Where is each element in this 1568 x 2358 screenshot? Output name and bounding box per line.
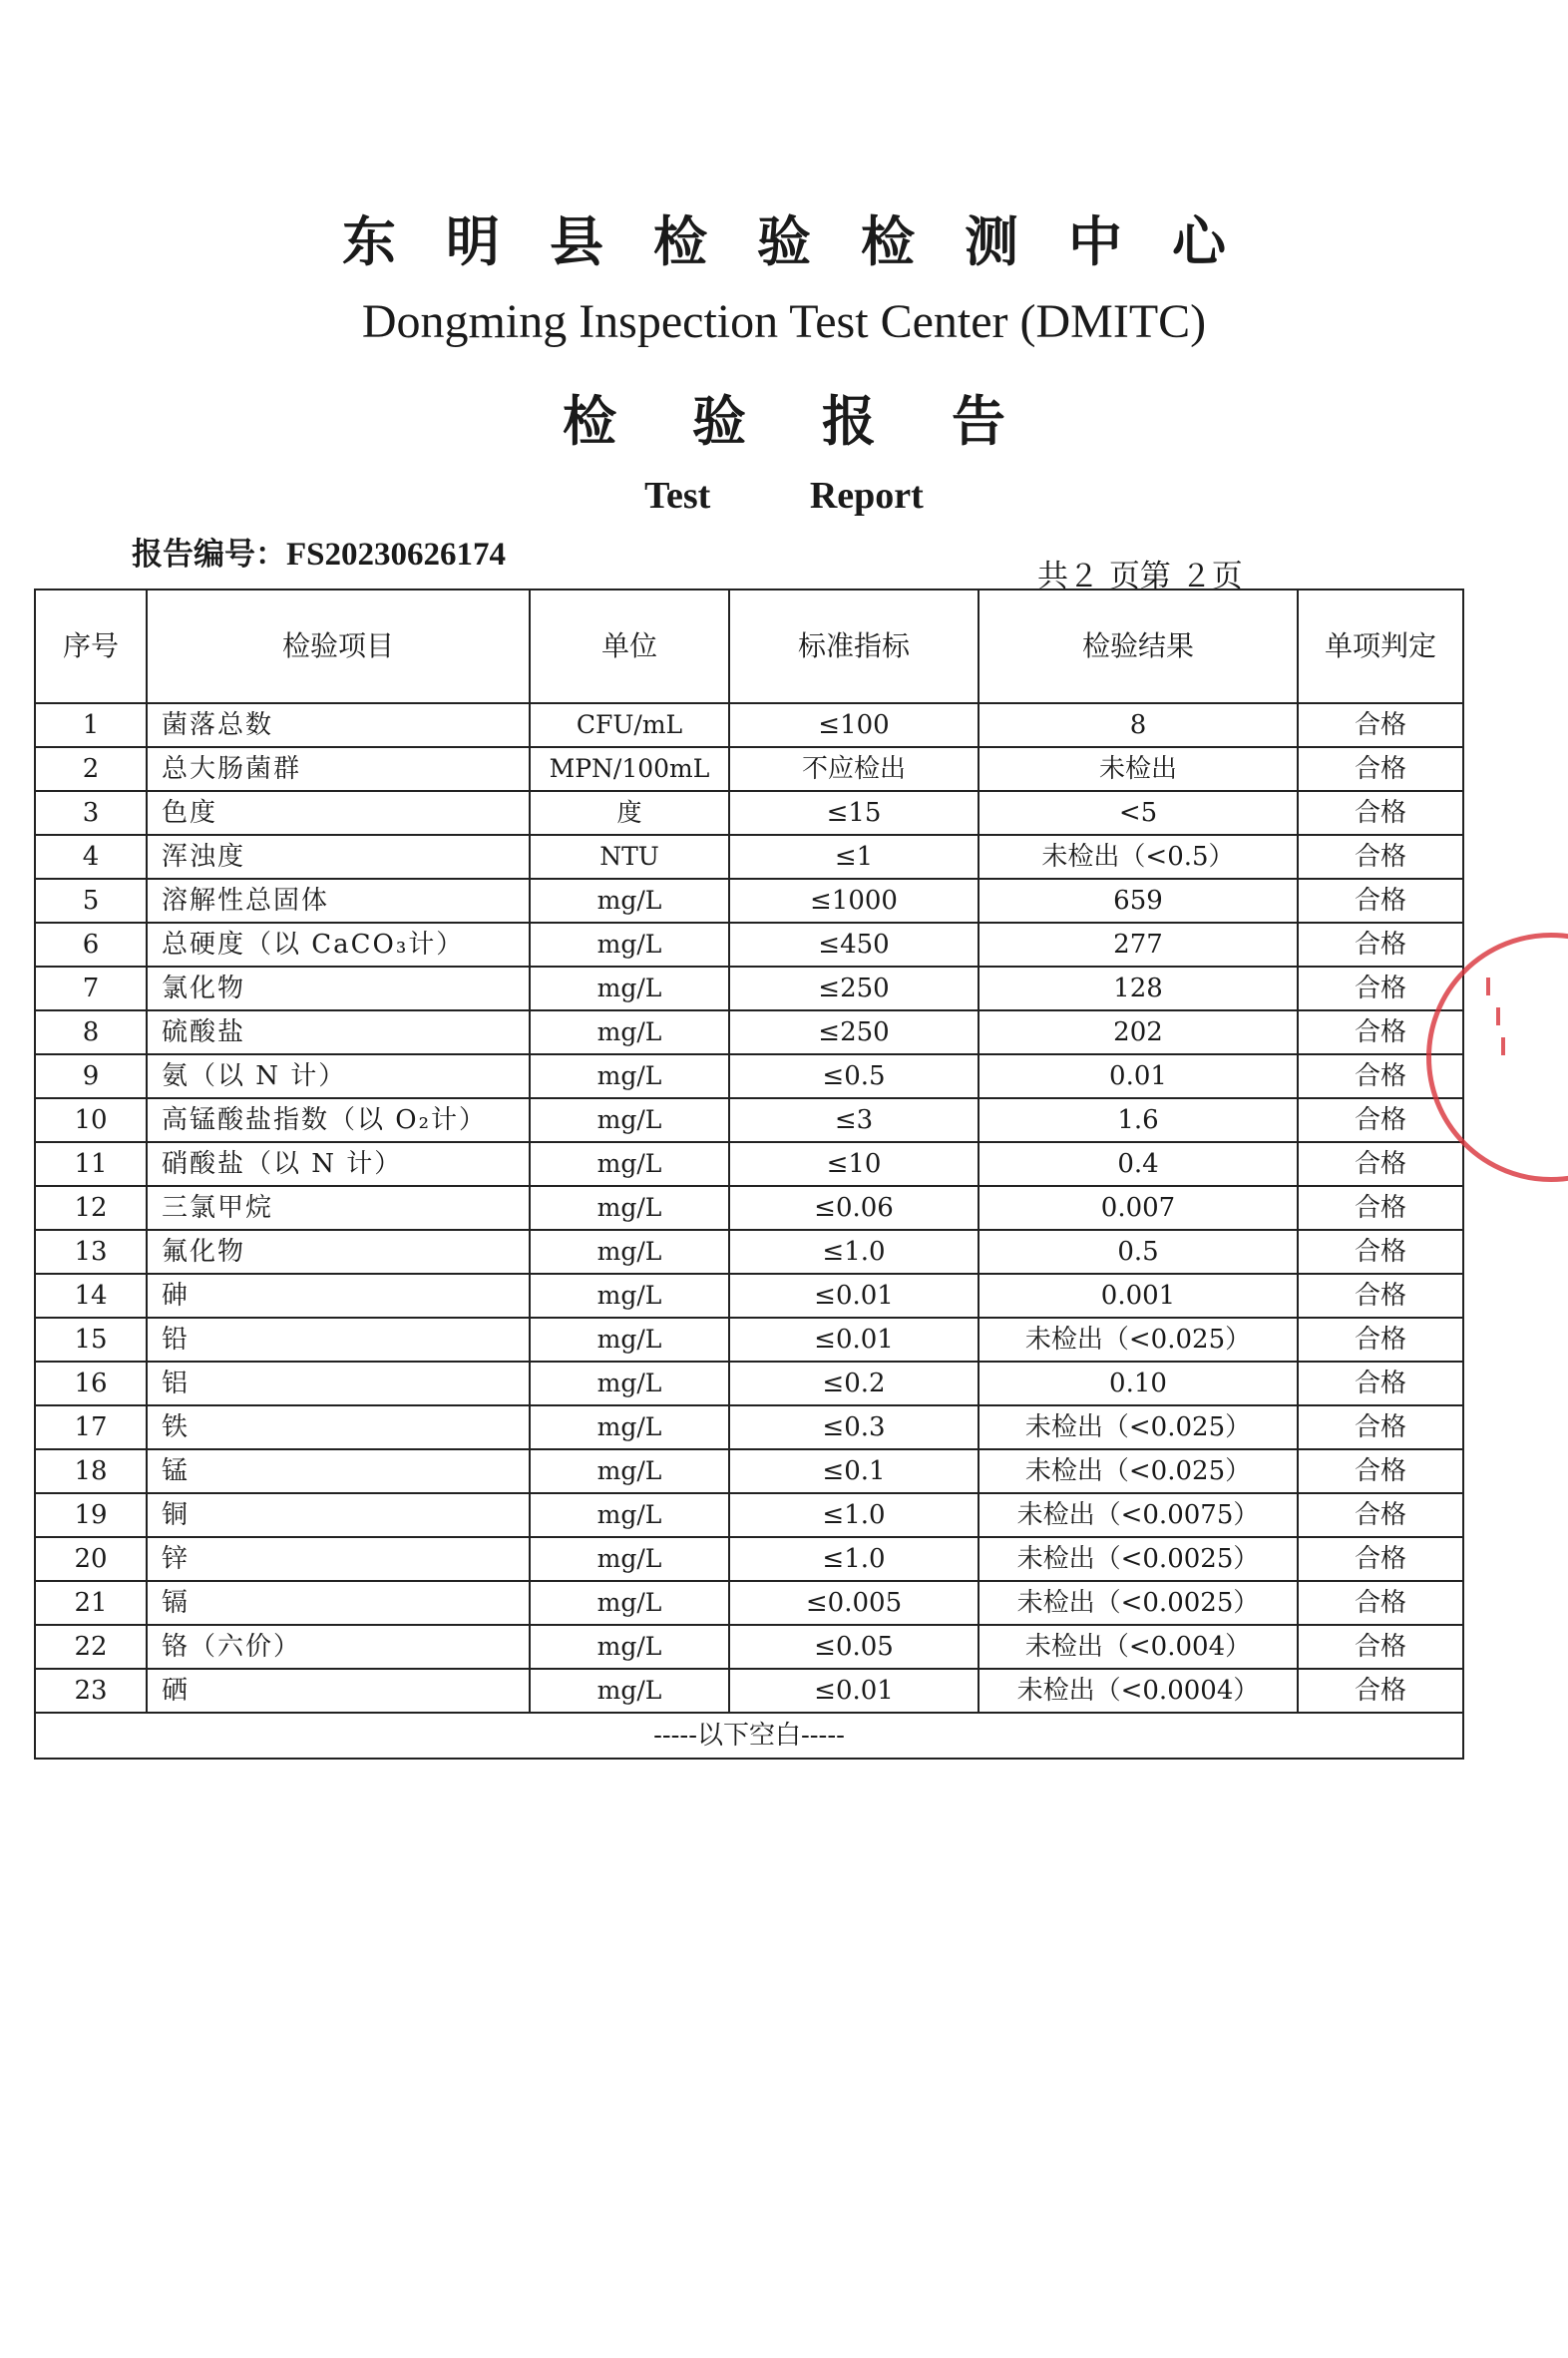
cell-judgment: 合格	[1298, 1625, 1463, 1669]
cell-standard: ≤0.01	[729, 1274, 979, 1318]
seal-mark	[1501, 1037, 1505, 1055]
cell-standard: ≤450	[729, 923, 979, 967]
cell-unit: CFU/mL	[530, 703, 729, 747]
cell-standard: ≤10	[729, 1142, 979, 1186]
cell-item: 铜	[147, 1493, 530, 1537]
cell-unit: mg/L	[530, 879, 729, 923]
cell-no: 15	[35, 1318, 147, 1362]
cell-result: 0.5	[979, 1230, 1298, 1274]
cell-unit: mg/L	[530, 1669, 729, 1713]
cell-standard: ≤0.3	[729, 1405, 979, 1449]
cell-unit: mg/L	[530, 1537, 729, 1581]
cell-judgment: 合格	[1298, 1362, 1463, 1405]
cell-no: 21	[35, 1581, 147, 1625]
cell-judgment: 合格	[1298, 1405, 1463, 1449]
cell-no: 7	[35, 967, 147, 1010]
cell-judgment: 合格	[1298, 1142, 1463, 1186]
cell-unit: mg/L	[530, 1098, 729, 1142]
cell-result: 0.4	[979, 1142, 1298, 1186]
col-header-no: 序号	[35, 590, 147, 703]
cell-standard: ≤0.01	[729, 1669, 979, 1713]
cell-judgment: 合格	[1298, 1186, 1463, 1230]
cell-unit: mg/L	[530, 1010, 729, 1054]
cell-judgment: 合格	[1298, 879, 1463, 923]
cell-result: 未检出（<0.0025）	[979, 1537, 1298, 1581]
cell-result: 0.10	[979, 1362, 1298, 1405]
table-row	[35, 1318, 1463, 1362]
col-header-judgment: 单项判定	[1298, 590, 1463, 703]
cell-judgment: 合格	[1298, 1054, 1463, 1098]
cell-result: 未检出（<0.025）	[979, 1318, 1298, 1362]
table-row	[35, 1142, 1463, 1186]
report-title-en: Test Report	[644, 475, 924, 517]
cell-unit: mg/L	[530, 1581, 729, 1625]
cell-standard: ≤250	[729, 967, 979, 1010]
cell-no: 14	[35, 1274, 147, 1318]
cell-standard: ≤0.5	[729, 1054, 979, 1098]
cell-standard: ≤1.0	[729, 1230, 979, 1274]
cell-result: 659	[979, 879, 1298, 923]
cell-no: 11	[35, 1142, 147, 1186]
cell-standard: ≤250	[729, 1010, 979, 1054]
cell-result: 0.01	[979, 1054, 1298, 1098]
cell-no: 18	[35, 1449, 147, 1493]
cell-item: 砷	[147, 1274, 530, 1318]
cell-judgment: 合格	[1298, 1230, 1463, 1274]
table-row	[35, 1537, 1463, 1581]
seal-mark	[1486, 978, 1490, 995]
table-row	[35, 1010, 1463, 1054]
table-row	[35, 923, 1463, 967]
cell-judgment: 合格	[1298, 1274, 1463, 1318]
report-number	[132, 529, 506, 574]
cell-unit: mg/L	[530, 1054, 729, 1098]
cell-item: 菌落总数	[147, 703, 530, 747]
col-header-unit: 单位	[530, 590, 729, 703]
cell-no: 23	[35, 1669, 147, 1713]
cell-item: 总硬度（以 CaCO₃计）	[147, 923, 530, 967]
table-row	[35, 835, 1463, 879]
report-number-label: 报告编号：	[132, 537, 286, 573]
cell-standard: ≤0.2	[729, 1362, 979, 1405]
table-row	[35, 1669, 1463, 1713]
cell-no: 5	[35, 879, 147, 923]
cell-item: 锰	[147, 1449, 530, 1493]
cell-judgment: 合格	[1298, 1098, 1463, 1142]
cell-item: 三氯甲烷	[147, 1186, 530, 1230]
cell-item: 高锰酸盐指数（以 O₂计）	[147, 1098, 530, 1142]
cell-standard: ≤0.1	[729, 1449, 979, 1493]
cell-judgment: 合格	[1298, 703, 1463, 747]
cell-no: 9	[35, 1054, 147, 1098]
cell-result: 1.6	[979, 1098, 1298, 1142]
cell-item: 氨（以 N 计）	[147, 1054, 530, 1098]
cell-result: 未检出（<0.004）	[979, 1625, 1298, 1669]
cell-no: 17	[35, 1405, 147, 1449]
blank-below-marker: -----以下空白-----	[35, 1713, 1463, 1759]
cell-item: 镉	[147, 1581, 530, 1625]
table-row	[35, 1054, 1463, 1098]
table-header-row	[35, 590, 1463, 703]
cell-result: 未检出（<0.5）	[979, 835, 1298, 879]
cell-no: 8	[35, 1010, 147, 1054]
cell-no: 16	[35, 1362, 147, 1405]
cell-result: 未检出	[979, 747, 1298, 791]
cell-unit: mg/L	[530, 923, 729, 967]
table-row	[35, 1581, 1463, 1625]
col-header-standard: 标准指标	[729, 590, 979, 703]
table-row	[35, 1625, 1463, 1669]
cell-no: 13	[35, 1230, 147, 1274]
table-row	[35, 1362, 1463, 1405]
cell-no: 2	[35, 747, 147, 791]
cell-item: 硫酸盐	[147, 1010, 530, 1054]
cell-unit: mg/L	[530, 1493, 729, 1537]
table-row	[35, 967, 1463, 1010]
cell-unit: mg/L	[530, 1362, 729, 1405]
table-row	[35, 1493, 1463, 1537]
cell-judgment: 合格	[1298, 1449, 1463, 1493]
seal-mark	[1496, 1007, 1500, 1025]
cell-judgment: 合格	[1298, 747, 1463, 791]
cell-result: 277	[979, 923, 1298, 967]
cell-no: 3	[35, 791, 147, 835]
center-title-cn: 东明县检验检测中心	[342, 209, 1276, 273]
cell-item: 浑浊度	[147, 835, 530, 879]
cell-unit: mg/L	[530, 967, 729, 1010]
cell-result: 128	[979, 967, 1298, 1010]
cell-item: 色度	[147, 791, 530, 835]
cell-standard: ≤0.06	[729, 1186, 979, 1230]
table-row	[35, 1405, 1463, 1449]
cell-result: 8	[979, 703, 1298, 747]
table-row	[35, 1098, 1463, 1142]
table-footer-row	[35, 1713, 1463, 1759]
cell-standard: ≤100	[729, 703, 979, 747]
cell-result: 202	[979, 1010, 1298, 1054]
report-number-value: FS20230626174	[286, 537, 507, 573]
cell-judgment: 合格	[1298, 1493, 1463, 1537]
cell-standard: 不应检出	[729, 747, 979, 791]
cell-standard: ≤15	[729, 791, 979, 835]
table-row	[35, 747, 1463, 791]
cell-item: 氟化物	[147, 1230, 530, 1274]
cell-no: 12	[35, 1186, 147, 1230]
results-table	[34, 589, 1464, 1760]
cell-standard: ≤1.0	[729, 1493, 979, 1537]
cell-no: 10	[35, 1098, 147, 1142]
cell-item: 锌	[147, 1537, 530, 1581]
cell-item: 总大肠菌群	[147, 747, 530, 791]
cell-no: 4	[35, 835, 147, 879]
cell-item: 硒	[147, 1669, 530, 1713]
cell-unit: mg/L	[530, 1186, 729, 1230]
cell-no: 6	[35, 923, 147, 967]
cell-no: 20	[35, 1537, 147, 1581]
cell-unit: mg/L	[530, 1318, 729, 1362]
cell-unit: mg/L	[530, 1625, 729, 1669]
table-row	[35, 1274, 1463, 1318]
cell-unit: NTU	[530, 835, 729, 879]
cell-judgment: 合格	[1298, 1318, 1463, 1362]
cell-item: 铅	[147, 1318, 530, 1362]
col-header-result: 检验结果	[979, 590, 1298, 703]
cell-result: 未检出（<0.0025）	[979, 1581, 1298, 1625]
cell-judgment: 合格	[1298, 1537, 1463, 1581]
cell-result: 未检出（<0.0075）	[979, 1493, 1298, 1537]
cell-no: 1	[35, 703, 147, 747]
cell-result: 未检出（<0.025）	[979, 1449, 1298, 1493]
table-row	[35, 703, 1463, 747]
cell-unit: mg/L	[530, 1274, 729, 1318]
cell-standard: ≤0.05	[729, 1625, 979, 1669]
cell-item: 硝酸盐（以 N 计）	[147, 1142, 530, 1186]
table-row	[35, 1186, 1463, 1230]
cell-result: 未检出（<0.0004）	[979, 1669, 1298, 1713]
cell-judgment: 合格	[1298, 1010, 1463, 1054]
table-row	[35, 1230, 1463, 1274]
cell-judgment: 合格	[1298, 1581, 1463, 1625]
table-row	[35, 791, 1463, 835]
cell-no: 19	[35, 1493, 147, 1537]
cell-result: 0.001	[979, 1274, 1298, 1318]
cell-item: 氯化物	[147, 967, 530, 1010]
cell-item: 铝	[147, 1362, 530, 1405]
cell-standard: ≤1	[729, 835, 979, 879]
cell-result: <5	[979, 791, 1298, 835]
cell-standard: ≤0.005	[729, 1581, 979, 1625]
cell-item: 溶解性总固体	[147, 879, 530, 923]
cell-unit: mg/L	[530, 1405, 729, 1449]
cell-result: 未检出（<0.025）	[979, 1405, 1298, 1449]
cell-item: 铁	[147, 1405, 530, 1449]
report-title-cn: 检验报告	[563, 389, 1081, 453]
cell-standard: ≤3	[729, 1098, 979, 1142]
cell-unit: MPN/100mL	[530, 747, 729, 791]
cell-judgment: 合格	[1298, 1669, 1463, 1713]
cell-judgment: 合格	[1298, 967, 1463, 1010]
cell-judgment: 合格	[1298, 791, 1463, 835]
cell-item: 铬（六价）	[147, 1625, 530, 1669]
cell-judgment: 合格	[1298, 923, 1463, 967]
cell-standard: ≤1000	[729, 879, 979, 923]
cell-standard: ≤0.01	[729, 1318, 979, 1362]
table-body	[35, 703, 1463, 1713]
page-info: 共２ 页第 ２页	[1037, 559, 1243, 594]
cell-standard: ≤1.0	[729, 1537, 979, 1581]
cell-unit: mg/L	[530, 1449, 729, 1493]
col-header-item: 检验项目	[147, 590, 530, 703]
cell-unit: 度	[530, 791, 729, 835]
cell-unit: mg/L	[530, 1230, 729, 1274]
cell-judgment: 合格	[1298, 835, 1463, 879]
table-row	[35, 879, 1463, 923]
table-row	[35, 1449, 1463, 1493]
cell-unit: mg/L	[530, 1142, 729, 1186]
cell-result: 0.007	[979, 1186, 1298, 1230]
cell-no: 22	[35, 1625, 147, 1669]
center-title-en: Dongming Inspection Test Center (DMITC)	[361, 295, 1207, 348]
